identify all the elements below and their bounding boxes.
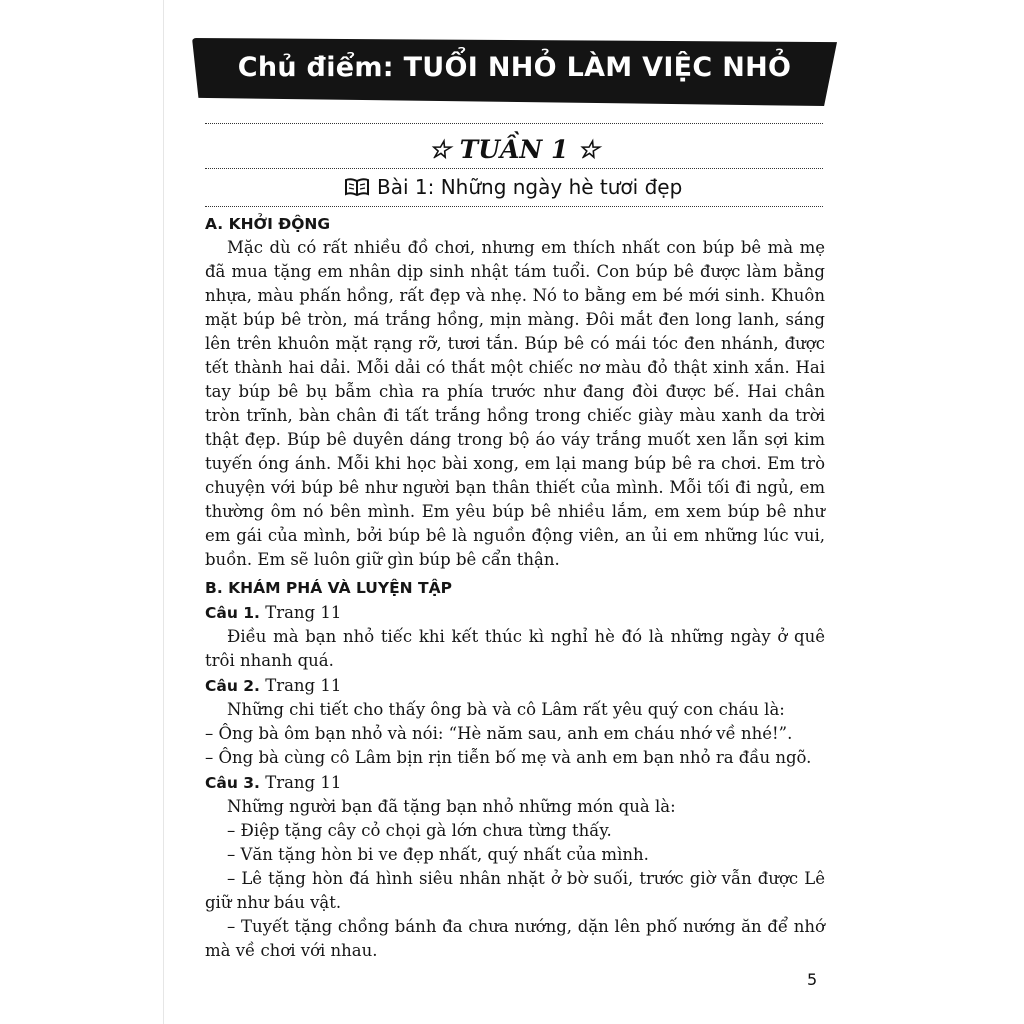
list-item: – Điệp tặng cây cỏ chọi gà lớn chưa từng thấy. — [227, 821, 612, 840]
open-book-icon — [345, 177, 369, 197]
question-1-label: Câu 1. — [205, 604, 260, 622]
question-2-page: Trang 11 — [265, 676, 342, 695]
divider-bottom — [205, 206, 823, 207]
divider-top — [205, 123, 823, 124]
question-2-intro: Những chi tiết cho thấy ông bà và cô Lâm rất yêu quý con cháu là: — [227, 700, 785, 719]
question-1 — [205, 601, 825, 625]
question-3 — [205, 771, 825, 795]
week-title: ☆ TUẦN 1 ☆ — [428, 135, 600, 164]
question-3-intro: Những người bạn đã tặng bạn nhỏ những món quà là: — [227, 797, 676, 816]
question-1-answer: Điều mà bạn nhỏ tiếc khi kết thúc kì nghỉ hè đó là những ngày ở quê trôi nhanh quá. — [205, 627, 825, 670]
divider-middle — [205, 168, 823, 169]
list-item: – Lê tặng hòn đá hình siêu nhân nhặt ở bờ suối, trước giờ vẫn được Lê giữ như báu vật. — [205, 869, 825, 912]
list-item: – Tuyết tặng chồng bánh đa chưa nướng, dặn lên phố nướng ăn để nhớ mà về chơi với nhau. — [205, 917, 825, 960]
question-2-label: Câu 2. — [205, 677, 260, 695]
question-3-label: Câu 3. — [205, 774, 260, 792]
lesson-title: Bài 1: Những ngày hè tươi đẹp — [377, 175, 683, 199]
lesson-heading — [345, 175, 682, 199]
section-a-heading: A. KHỞI ĐỘNG — [205, 215, 331, 233]
section-a-paragraph: Mặc dù có rất nhiều đồ chơi, nhưng em thích nhất con búp bê mà mẹ đã mua tặng em nhân dịp sinh nhật tám tuổi. Con búp bê được làm bằng nhựa, màu phấn hồng, rất đẹp và nhẹ. Nó to bằng em bé mới sinh. Khuôn mặt búp bê tròn, má trắng hồng, mịn màng. Đôi mắt đen long lanh, sáng lên trên khuôn mặt rạng rỡ, tươi tắn. Búp bê có mái tóc đen nhánh, được tết thành hai dải. Mỗi dải có thắt một chiếc nơ màu đỏ thật xinh xắn. Hai tay búp bê bụ bẫm chìa ra phía trước như đang đòi được bế. Hai chân tròn trĩnh, bàn chân đi tất trắng hồng trong chiếc giày màu xanh da trời thật đẹp. Búp bê duyên dáng trong bộ áo váy trắng muốt xen lẫn sợi kim tuyến óng ánh. Mỗi khi học bài xong, em lại mang búp bê ra chơi. Em trò chuyện với búp bê như người bạn thân thiết của mình. Mỗi tối đi ngủ, em thường ôm nó bên mình. Em yêu búp bê nhiều lắm, em xem búp bê như em gái của mình, bởi búp bê là nguồn động viên, an ủi em những lúc vui, buồn. Em sẽ luôn giữ gìn búp bê cẩn thận. — [205, 238, 825, 569]
question-3-page: Trang 11 — [265, 773, 342, 792]
lesson-content — [205, 210, 825, 963]
list-item: – Văn tặng hòn bi ve đẹp nhất, quý nhất của mình. — [227, 845, 649, 864]
topic-title: Chủ điểm: TUỔI NHỎ LÀM VIỆC NHỎ — [237, 52, 792, 83]
page-number: 5 — [807, 970, 818, 989]
section-b-heading: B. KHÁM PHÁ VÀ LUYỆN TẬP — [205, 579, 452, 597]
question-2 — [205, 674, 825, 698]
question-1-page: Trang 11 — [265, 603, 342, 622]
list-item: – Ông bà cùng cô Lâm bịn rịn tiễn bố mẹ và anh em bạn nhỏ ra đầu ngõ. — [205, 748, 812, 767]
list-item: – Ông bà ôm bạn nhỏ và nói: “Hè năm sau, anh em cháu nhớ về nhé!”. — [205, 724, 793, 743]
